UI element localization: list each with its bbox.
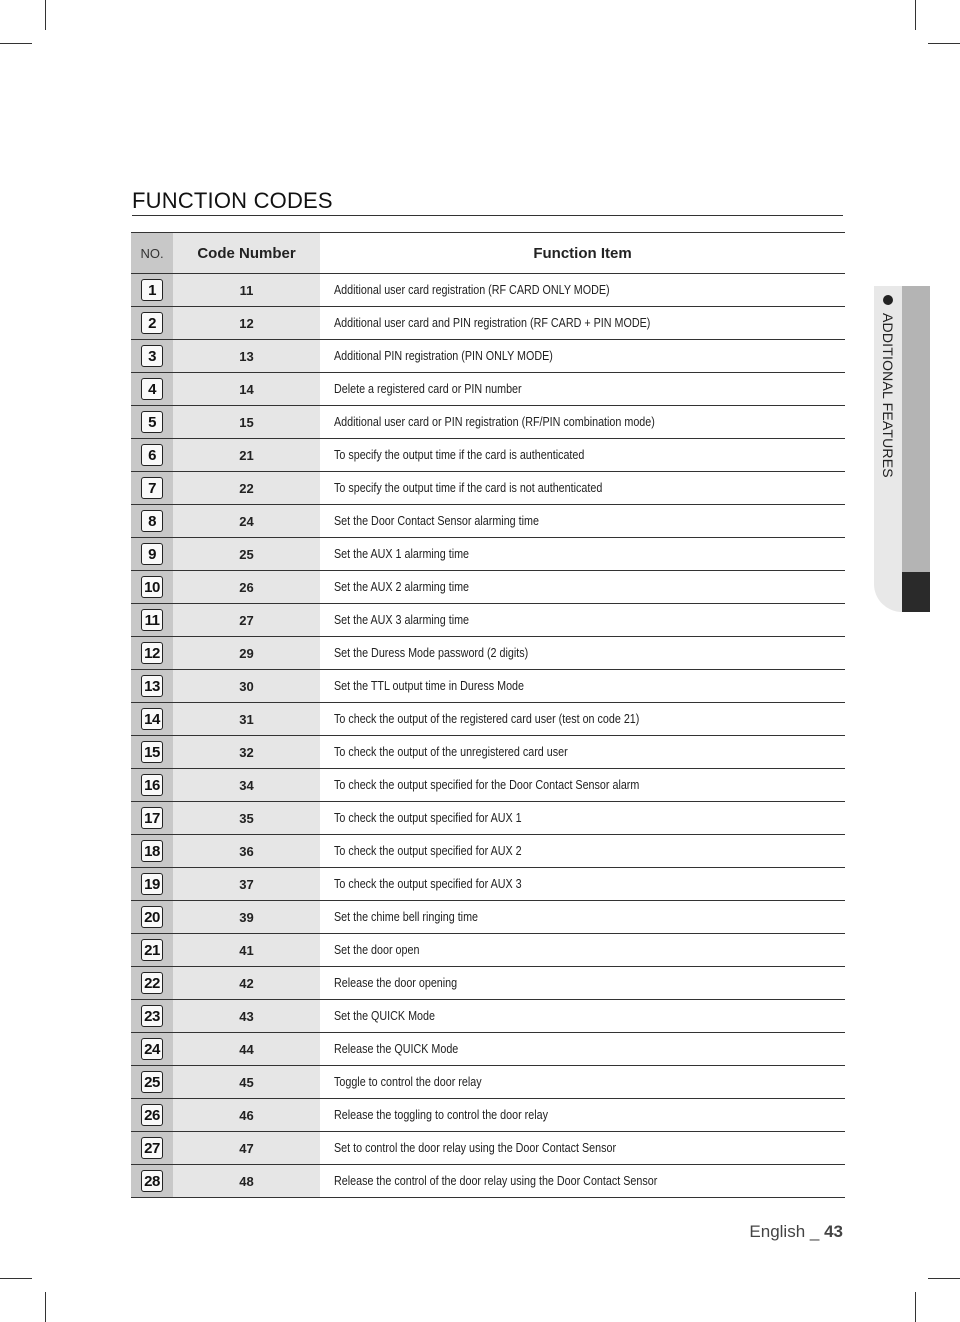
function-codes-table [131,232,845,1198]
row-number-cell [131,439,173,471]
code-number-cell: 42 [173,967,320,999]
page-title: FUNCTION CODES [132,188,333,213]
code-number-cell: 22 [173,472,320,504]
function-item-text: To check the output specified for the Door Contact Sensor alarm [334,778,640,792]
row-number-cell [131,901,173,933]
code-number-cell: 26 [173,571,320,603]
code-number-cell: 12 [173,307,320,339]
table-row [131,670,845,703]
title-underline [132,215,843,216]
row-number-badge: 6 [141,444,163,466]
row-number-cell [131,1033,173,1065]
row-number-badge: 3 [141,345,163,367]
row-number-badge: 12 [141,642,163,664]
code-number-cell: 34 [173,769,320,801]
function-item-text: Set the AUX 3 alarming time [334,613,470,627]
function-item-text: Set the Door Contact Sensor alarming time [334,514,539,528]
function-item-cell [320,1099,845,1131]
code-number-cell: 46 [173,1099,320,1131]
header-code-number: Code Number [173,233,320,273]
function-item-cell [320,1066,845,1098]
row-number-cell [131,802,173,834]
header-no: NO. [131,233,173,273]
table-row [131,736,845,769]
row-number-cell [131,670,173,702]
row-number-cell [131,538,173,570]
row-number-cell [131,1066,173,1098]
table-row [131,1165,845,1198]
function-item-text: Set the TTL output time in Duress Mode [334,679,525,693]
function-item-text: Set the chime bell ringing time [334,910,479,924]
function-item-text: Release the toggling to control the door relay [334,1108,548,1122]
table-row [131,538,845,571]
function-item-text: Set the Duress Mode password (2 digits) [334,646,529,660]
row-number-badge: 11 [141,609,163,631]
crop-mark [45,0,46,30]
function-item-cell [320,274,845,306]
table-row [131,571,845,604]
row-number-badge: 27 [141,1137,163,1159]
function-item-cell [320,505,845,537]
function-item-text: To specify the output time if the card is authenticated [334,448,585,462]
row-number-badge: 28 [141,1170,163,1192]
table-row [131,1099,845,1132]
table-row [131,802,845,835]
function-item-text: Release the QUICK Mode [334,1042,459,1056]
row-number-cell [131,406,173,438]
table-row [131,703,845,736]
row-number-badge: 1 [141,279,163,301]
table-row [131,274,845,307]
row-number-badge: 25 [141,1071,163,1093]
row-number-badge: 16 [141,774,163,796]
row-number-cell [131,307,173,339]
code-number-cell: 30 [173,670,320,702]
crop-mark [45,1292,46,1322]
function-item-text: Set the door open [334,943,420,957]
code-number-cell: 13 [173,340,320,372]
function-item-cell [320,571,845,603]
function-item-cell [320,703,845,735]
crop-mark [915,0,916,30]
function-item-cell [320,604,845,636]
function-item-cell [320,1132,845,1164]
row-number-badge: 13 [141,675,163,697]
row-number-badge: 18 [141,840,163,862]
row-number-badge: 19 [141,873,163,895]
code-number-cell: 48 [173,1165,320,1197]
function-item-text: Set the AUX 1 alarming time [334,547,470,561]
code-number-cell: 37 [173,868,320,900]
function-item-cell [320,439,845,471]
function-item-cell [320,802,845,834]
row-number-badge: 14 [141,708,163,730]
row-number-cell [131,604,173,636]
table-row [131,868,845,901]
table-row [131,604,845,637]
code-number-cell: 43 [173,1000,320,1032]
table-row [131,439,845,472]
function-item-text: To check the output of the unregistered card user [334,745,568,759]
row-number-cell [131,1165,173,1197]
row-number-badge: 15 [141,741,163,763]
function-item-cell [320,340,845,372]
row-number-cell [131,868,173,900]
row-number-badge: 17 [141,807,163,829]
code-number-cell: 14 [173,373,320,405]
table-row [131,769,845,802]
function-item-text: To check the output specified for AUX 1 [334,811,522,825]
function-item-text: Set to control the door relay using the Door Contact Sensor [334,1141,617,1155]
table-row [131,406,845,439]
function-item-cell [320,307,845,339]
table-row [131,1000,845,1033]
table-row [131,1033,845,1066]
code-number-cell: 41 [173,934,320,966]
function-item-cell [320,406,845,438]
row-number-cell [131,736,173,768]
side-section-text: ADDITIONAL FEATURES [880,313,896,478]
code-number-cell: 44 [173,1033,320,1065]
row-number-cell [131,769,173,801]
row-number-badge: 26 [141,1104,163,1126]
row-number-cell [131,340,173,372]
row-number-cell [131,373,173,405]
function-item-text: To specify the output time if the card is not authenticated [334,481,603,495]
side-section-label [880,295,896,478]
row-number-badge: 23 [141,1005,163,1027]
function-item-cell [320,901,845,933]
function-item-cell [320,934,845,966]
function-item-cell [320,1000,845,1032]
function-item-cell [320,835,845,867]
table-row [131,340,845,373]
table-header [131,232,845,274]
code-number-cell: 11 [173,274,320,306]
table-row [131,835,845,868]
code-number-cell: 25 [173,538,320,570]
crop-mark [0,43,32,44]
function-item-text: Toggle to control the door relay [334,1075,482,1089]
function-item-cell [320,1165,845,1197]
crop-mark [928,1278,960,1279]
row-number-badge: 10 [141,576,163,598]
table-row [131,505,845,538]
code-number-cell: 36 [173,835,320,867]
function-item-text: Delete a registered card or PIN number [334,382,522,396]
function-item-text: Release the door opening [334,976,458,990]
row-number-cell [131,967,173,999]
table-row [131,934,845,967]
function-item-cell [320,538,845,570]
table-row [131,1066,845,1099]
table-body [131,274,845,1198]
row-number-badge: 7 [141,477,163,499]
code-number-cell: 47 [173,1132,320,1164]
row-number-cell [131,505,173,537]
row-number-badge: 21 [141,939,163,961]
table-row [131,472,845,505]
function-item-text: To check the output of the registered card user (test on code 21) [334,712,640,726]
function-item-cell [320,472,845,504]
row-number-cell [131,703,173,735]
function-item-text: To check the output specified for AUX 3 [334,877,522,891]
row-number-cell [131,571,173,603]
row-number-cell [131,1132,173,1164]
code-number-cell: 39 [173,901,320,933]
function-item-text: Set the AUX 2 alarming time [334,580,470,594]
row-number-badge: 20 [141,906,163,928]
code-number-cell: 35 [173,802,320,834]
footer-language: English _ [749,1222,825,1241]
code-number-cell: 45 [173,1066,320,1098]
function-item-cell [320,967,845,999]
function-item-text: Additional user card and PIN registration (RF CARD + PIN MODE) [334,316,651,330]
function-item-text: Release the control of the door relay using the Door Contact Sensor [334,1174,658,1188]
table-row [131,1132,845,1165]
row-number-cell [131,934,173,966]
bullet-icon [883,295,893,305]
function-item-cell [320,1033,845,1065]
header-function-item: Function Item [533,244,632,262]
row-number-cell [131,835,173,867]
code-number-cell: 29 [173,637,320,669]
row-number-cell [131,1000,173,1032]
row-number-badge: 9 [141,543,163,565]
function-item-cell [320,769,845,801]
function-item-cell [320,670,845,702]
code-number-cell: 15 [173,406,320,438]
row-number-badge: 2 [141,312,163,334]
table-row [131,967,845,1000]
crop-mark [928,43,960,44]
table-row [131,307,845,340]
code-number-cell: 21 [173,439,320,471]
code-number-cell: 24 [173,505,320,537]
row-number-cell [131,1099,173,1131]
crop-mark [915,1292,916,1322]
function-item-text: Set the QUICK Mode [334,1009,435,1023]
table-row [131,901,845,934]
function-item-cell [320,868,845,900]
table-row [131,373,845,406]
function-item-cell [320,637,845,669]
function-item-text: Additional user card registration (RF CARD ONLY MODE) [334,283,610,297]
row-number-cell [131,472,173,504]
crop-mark [0,1278,32,1279]
code-number-cell: 27 [173,604,320,636]
code-number-cell: 32 [173,736,320,768]
row-number-badge: 5 [141,411,163,433]
code-number-cell: 31 [173,703,320,735]
function-item-text: Additional PIN registration (PIN ONLY MODE) [334,349,553,363]
page-number: 43 [824,1222,843,1241]
table-row [131,637,845,670]
row-number-cell [131,637,173,669]
function-item-cell [320,736,845,768]
function-item-text: To check the output specified for AUX 2 [334,844,522,858]
row-number-badge: 24 [141,1038,163,1060]
row-number-badge: 22 [141,972,163,994]
row-number-badge: 4 [141,378,163,400]
function-item-cell [320,373,845,405]
row-number-badge: 8 [141,510,163,532]
page-footer [749,1222,843,1242]
row-number-cell [131,274,173,306]
function-item-text: Additional user card or PIN registration (RF/PIN combination mode) [334,415,655,429]
